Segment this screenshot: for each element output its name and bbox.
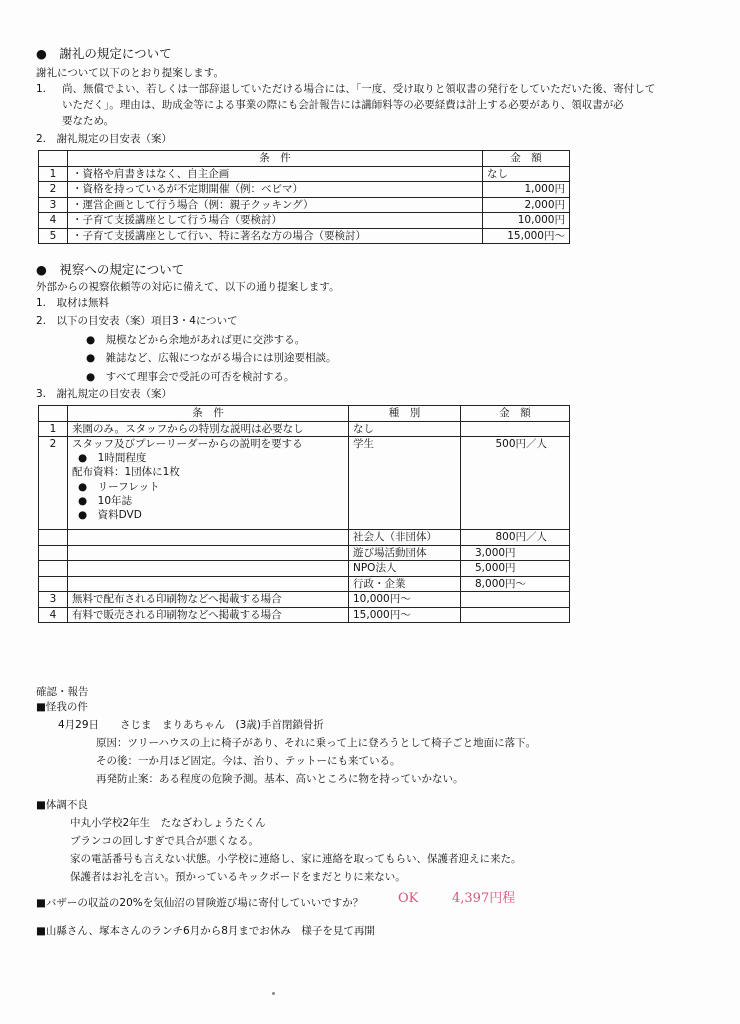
row-condition: ・運営企画として行う場合（例：親子クッキング）: [68, 197, 483, 213]
row-condition: 来園のみ。スタッフからの特別な説明は必要なし: [68, 421, 349, 437]
table-row: [39, 182, 570, 198]
section2-intro: 外部からの視察依頼等の対応に備えて、以下の通り提案します。: [36, 281, 340, 293]
table-header-type: 種 別: [349, 406, 461, 422]
row-condition: ・子育て支援講座として行う場合（要検討）: [68, 213, 483, 229]
row-condition: 無料で配布される印刷物などへ掲載する場合: [68, 592, 349, 608]
row-amount: 800円／人: [461, 530, 570, 546]
sick-line: 家の電話番号も言えない状態。小学校に連絡し、家に連絡を取ってもらい、保護者迎えに来た。: [70, 853, 522, 865]
row-type: 15,000円～: [349, 607, 461, 623]
honorarium-table: [38, 150, 570, 244]
sick-title: ■体調不良: [36, 799, 88, 811]
sick-line: 保護者はお礼を言い。預かっているキックボードをまだとりに来ない。: [70, 871, 406, 883]
row-number: 4: [39, 213, 68, 229]
table-row: [39, 197, 570, 213]
table-row: [39, 437, 570, 530]
row-number: 1: [39, 166, 68, 182]
row-type: 遊び場活動団体: [349, 545, 461, 561]
table-row: [39, 228, 570, 244]
section1-item1-line1: 尚、無償でよい、若しくは一部辞退していただける場合には、「一度、受け取りと領収書の発行をしていただいた後、寄付して: [62, 83, 656, 95]
section2-item1: 1. 取材は無料: [36, 297, 110, 309]
row-condition: ・子育て支援講座として行い、特に著名な方の場合（要検討）: [68, 228, 483, 244]
table-row: [39, 213, 570, 229]
row-condition-block: [68, 437, 349, 530]
row-amount: 15,000円～: [483, 228, 570, 244]
section1-heading: ● 謝礼の規定について: [36, 46, 172, 61]
section2-bullet: ● すべて理事会で受託の可否を検討する。: [86, 371, 295, 383]
row-type: 行政・企業: [349, 576, 461, 592]
row-amount: 500円／人: [461, 437, 570, 530]
row-amount: 2,000円: [483, 197, 570, 213]
lunch-note: ■山縣さん、塚本さんのランチ6月から8月までお休み 様子を見て再開: [36, 925, 375, 937]
injury-date: 4月29日 さじま まりあちゃん (3歳)手首閉鎖骨折: [58, 719, 324, 731]
row-condition: ・資格を持っているが不定期開催（例：ベビマ）: [68, 182, 483, 198]
sub-item: ● 10年誌: [78, 494, 133, 507]
sub-item: ● 1時間程度: [78, 452, 147, 465]
row-condition: ・資格や肩書きはなく、自主企画: [68, 166, 483, 182]
row-amount: [461, 421, 570, 437]
row-number: 3: [39, 592, 68, 608]
section1-intro: 謝礼について以下のとおり提案します。: [36, 67, 224, 79]
row-type: NPO法人: [349, 561, 461, 577]
table-row: [39, 421, 570, 437]
report-title: 確認・報告: [36, 686, 89, 698]
table-row: [39, 561, 570, 577]
sick-who: 中丸小学校2年生 たなざわしょうたくん: [70, 817, 266, 829]
row-number: 2: [39, 437, 68, 530]
table-row: [39, 576, 570, 592]
handwritten-ok: OK: [398, 891, 419, 906]
scan-speck: [272, 992, 275, 995]
injury-after: その後：一か月ほど固定。今は、治り、テットーにも来ている。: [96, 755, 401, 767]
inspection-table: [38, 405, 570, 623]
row-type: なし: [349, 421, 461, 437]
row-amount: 8,000円～: [461, 576, 570, 592]
sub-item: ● 資料DVD: [78, 508, 142, 521]
table-row: [39, 607, 570, 623]
row-type: 学生: [349, 437, 461, 530]
row-amount: 3,000円: [461, 545, 570, 561]
sick-line: ブランコの回しすぎで具合が悪くなる。: [70, 835, 259, 847]
table-header-amount: 金 額: [461, 406, 570, 422]
row-amount: 10,000円: [483, 213, 570, 229]
table-header-condition: 条 件: [68, 151, 483, 167]
section2-heading: ● 視察への規定について: [36, 262, 185, 277]
injury-cause: 原因：ツリーハウスの上に椅子があり、それに乗って上に登ろうとして椅子ごと地面に落下。: [96, 737, 537, 749]
injury-prevent: 再発防止案：ある程度の危険予測。基本、高いところに物を持っていかない。: [96, 773, 464, 785]
row-number: 4: [39, 607, 68, 623]
table-row: [39, 530, 570, 546]
row-type: 10,000円～: [349, 592, 461, 608]
table-row: [39, 166, 570, 182]
section2-item3: 3. 謝礼規定の目安表（案）: [36, 388, 173, 400]
table-header-row: [39, 151, 570, 167]
row-number: 1: [39, 421, 68, 437]
table-header-row: [39, 406, 570, 422]
section1-item1-number: 1.: [36, 83, 47, 95]
table-header-condition: 条 件: [68, 406, 349, 422]
section1-item2: 2. 謝礼規定の目安表（案）: [36, 133, 173, 145]
section2-item2: 2. 以下の目安表（案）項目3・4について: [36, 315, 238, 327]
handwritten-amount: 4,397円程: [452, 891, 516, 906]
section2-bullet: ● 雑誌など、広報につながる場合には別途要相談。: [86, 352, 337, 364]
section1-item1-line2: いただく」。理由は、助成金等による事業の際にも会計報告には講師料等の必要経費は計上する必要があり、領収書が必: [62, 99, 624, 111]
table-row: [39, 592, 570, 608]
section2-bullet: ● 規模などから余地があれば更に交渉する。: [86, 334, 306, 346]
row-amount: 5,000円: [461, 561, 570, 577]
row-number: 3: [39, 197, 68, 213]
row-number: 5: [39, 228, 68, 244]
sub-item: 配布資料：1団体に1枚: [72, 466, 180, 479]
table-row: [39, 545, 570, 561]
row-number: 2: [39, 182, 68, 198]
section1-item1-line3: 要なため。: [62, 115, 115, 127]
row-type: 社会人（非団体）: [349, 530, 461, 546]
row-amount: なし: [483, 166, 570, 182]
bazaar-question: ■バザーの収益の20%を気仙沼の冒険遊び場に寄付していいですか？: [36, 897, 364, 909]
injury-title: ■怪我の件: [36, 701, 88, 713]
row-condition: 有料で販売される印刷物などへ掲載する場合: [68, 607, 349, 623]
table-header-amount: 金 額: [483, 151, 570, 167]
row-condition: スタッフ及びプレーリーダーからの説明を要する: [72, 438, 303, 450]
row-amount: 1,000円: [483, 182, 570, 198]
sub-item: ● リーフレット: [78, 480, 160, 493]
